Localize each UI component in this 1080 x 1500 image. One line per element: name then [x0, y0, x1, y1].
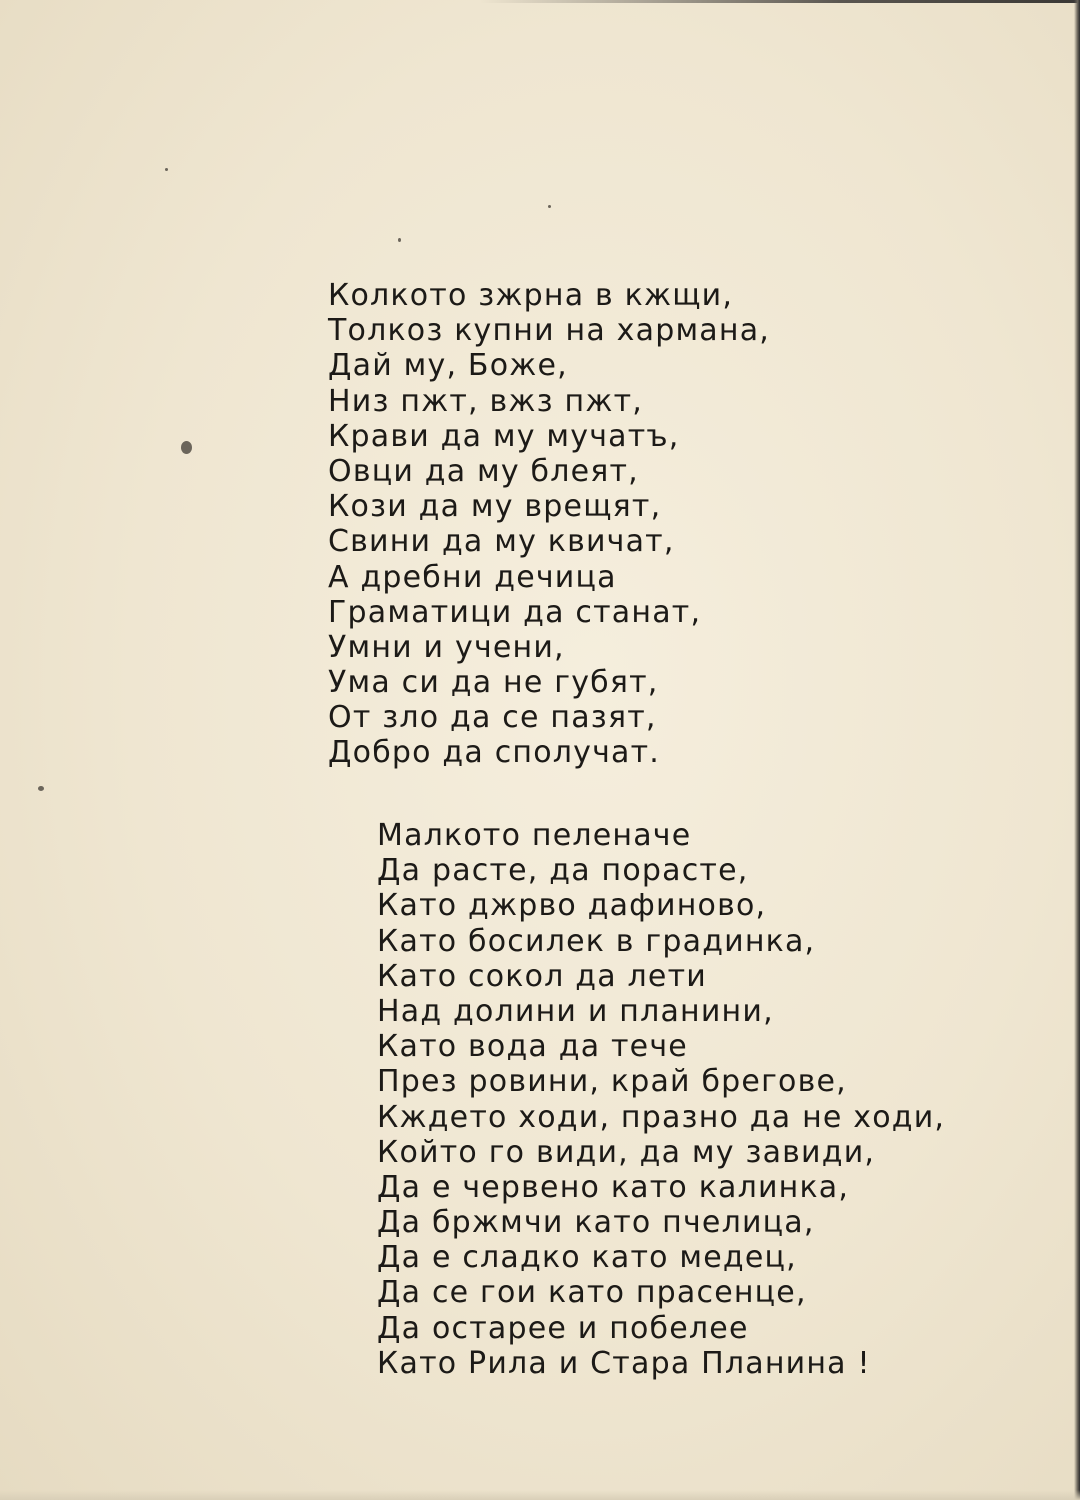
poem-line: Овци да му блеят,: [328, 453, 639, 489]
ink-speck: [181, 441, 192, 454]
poem-line: Да расте, да порасте,: [377, 853, 749, 889]
page-edge-top: [480, 0, 1080, 3]
page-edge-right: [1074, 0, 1080, 1500]
poem-line: Кждето ходи, празно да не ходи,: [377, 1099, 946, 1135]
poem-line: Да бржмчи като пчелица,: [377, 1205, 815, 1241]
poem-line: През ровини, край брегове,: [377, 1064, 847, 1100]
poem-line: Като Рила и Стара Планина !: [377, 1345, 871, 1381]
poem-line: Свини да му квичат,: [328, 524, 675, 560]
poem-line: Умни и учени,: [328, 629, 565, 665]
ink-speck: [398, 238, 401, 242]
poem-line: Да остарее и побелее: [377, 1310, 749, 1346]
poem-line: От зло да се пазят,: [328, 700, 657, 736]
poem-line: Добро да сполучат.: [328, 735, 661, 771]
poem-line: Да е червено като калинка,: [377, 1169, 850, 1205]
poem-stanza-2: [377, 818, 945, 1381]
poem-line: Който го види, да му завиди,: [377, 1134, 876, 1170]
poem-line: Низ пжт, вжз пжт,: [328, 383, 643, 419]
page-edge-bottom: [0, 1490, 1080, 1500]
ink-speck: [165, 168, 168, 171]
poem-line: Граматици да станат,: [328, 594, 702, 630]
ink-speck: [38, 786, 44, 791]
poem-line: Колкото зжрна в кжщи,: [328, 278, 734, 313]
poem-line: Ума си да не губят,: [328, 665, 659, 701]
poem-line: Крави да му мучатъ,: [328, 418, 680, 454]
poem-line: Да е сладко като медец,: [377, 1240, 797, 1276]
poem-line: Като джрво дафиново,: [377, 888, 767, 924]
poem-line: Кози да му врещят,: [328, 489, 662, 525]
poem-line: Като сокол да лети: [377, 958, 707, 994]
poem-line: Малкото пеленаче: [377, 818, 692, 853]
poem-line: Като босилек в градинка,: [377, 923, 816, 959]
poem-line: Над долини и планини,: [377, 993, 774, 1029]
poem-stanza-1: [328, 278, 770, 771]
ink-speck: [548, 205, 551, 208]
poem-line: Да се гои като прасенце,: [377, 1275, 807, 1311]
poem-line: Дай му, Боже,: [328, 348, 568, 384]
poem-line: Като вода да тече: [377, 1029, 688, 1065]
poem-line: Толкоз купни на хармана,: [328, 313, 771, 349]
poem-line: А дребни дечица: [328, 559, 617, 595]
